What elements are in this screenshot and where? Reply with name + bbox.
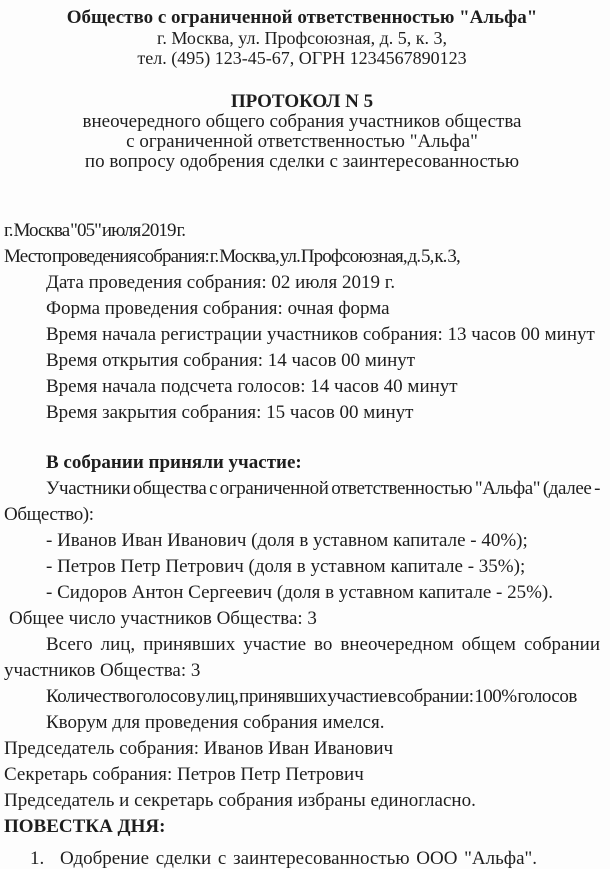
registration-start-line: Время начала регистрации участников собрания: 13 часов 00 минут	[46, 324, 595, 345]
protocol-number: ПРОТОКОЛ N 5	[230, 91, 374, 112]
document-body	[4, 218, 600, 869]
participants-heading: В собрании приняли участие:	[46, 452, 302, 473]
letterhead	[4, 8, 600, 68]
closing-time-line: Время закрытия собрания: 15 часов 00 минут	[46, 402, 414, 423]
agenda-heading: ПОВЕСТКА ДНЯ:	[4, 816, 166, 837]
officers-elected-line: Председатель и секретарь собрания избраны единогласно.	[4, 790, 476, 811]
member-item-1: - Иванов Иван Иванович (доля в уставном капитале - 40%);	[46, 530, 528, 551]
agenda-item	[4, 846, 600, 869]
city-and-date-line: г. Москва "05" июля 2019 г.	[4, 220, 186, 241]
chairman-line: Председатель собрания: Иванов Иван Иванович	[4, 738, 394, 759]
total-members-line: Общее число участников Общества: 3	[9, 608, 317, 629]
title-block	[4, 92, 600, 172]
meeting-date-line: Дата проведения собрания: 02 июля 2019 г.	[46, 272, 396, 293]
count-start-line: Время начала подсчета голосов: 14 часов 40 минут	[46, 376, 458, 397]
member-item-2: - Петров Петр Петрович (доля в уставном капитале - 35%);	[46, 556, 526, 577]
agenda-item-text: Одобрение сделки с заинтересованностью ООО "Альфа".	[60, 848, 538, 869]
company-address: г. Москва, ул. Профсоюзная, д. 5, к. 3,	[156, 28, 448, 48]
participants-intro: Участники общества с ограниченной ответственностью "Альфа" (далее - Общество):	[4, 478, 600, 525]
votes-line: Количество голосов у лиц, принявших участие в собрании: 100% голосов	[46, 686, 577, 707]
opening-time-line: Время открытия собрания: 14 часов 00 минут	[46, 350, 416, 371]
protocol-subtitle-1: внеочередного общего собрания участников общества	[82, 111, 522, 132]
company-phone-ogrn: тел. (495) 123-45-67, ОГРН 1234567890123	[137, 48, 467, 68]
secretary-line: Секретарь собрания: Петров Петр Петрович	[4, 764, 364, 785]
meeting-location-line: Место проведения собрания: г. Москва, ул. Профсоюзная, д. 5, к. 3,	[4, 246, 460, 267]
agenda-list	[4, 846, 600, 869]
attendees-total-line: Всего лиц, принявших участие во внеочередном общем собрании участников Общества: 3	[4, 634, 600, 681]
meeting-form-line: Форма проведения собрания: очная форма	[46, 298, 390, 319]
agenda-item-number: 1.	[30, 848, 45, 869]
protocol-subtitle-3: по вопросу одобрения сделки с заинтересованностью	[84, 151, 520, 172]
protocol-subtitle-2: с ограниченной ответственностью "Альфа"	[126, 131, 478, 152]
member-item-3: - Сидоров Антон Сергеевич (доля в уставном капитале - 25%).	[46, 582, 553, 603]
quorum-line: Кворум для проведения собрания имелся.	[46, 712, 385, 733]
company-name: Общество с ограниченной ответственностью "Альфа"	[66, 7, 538, 28]
